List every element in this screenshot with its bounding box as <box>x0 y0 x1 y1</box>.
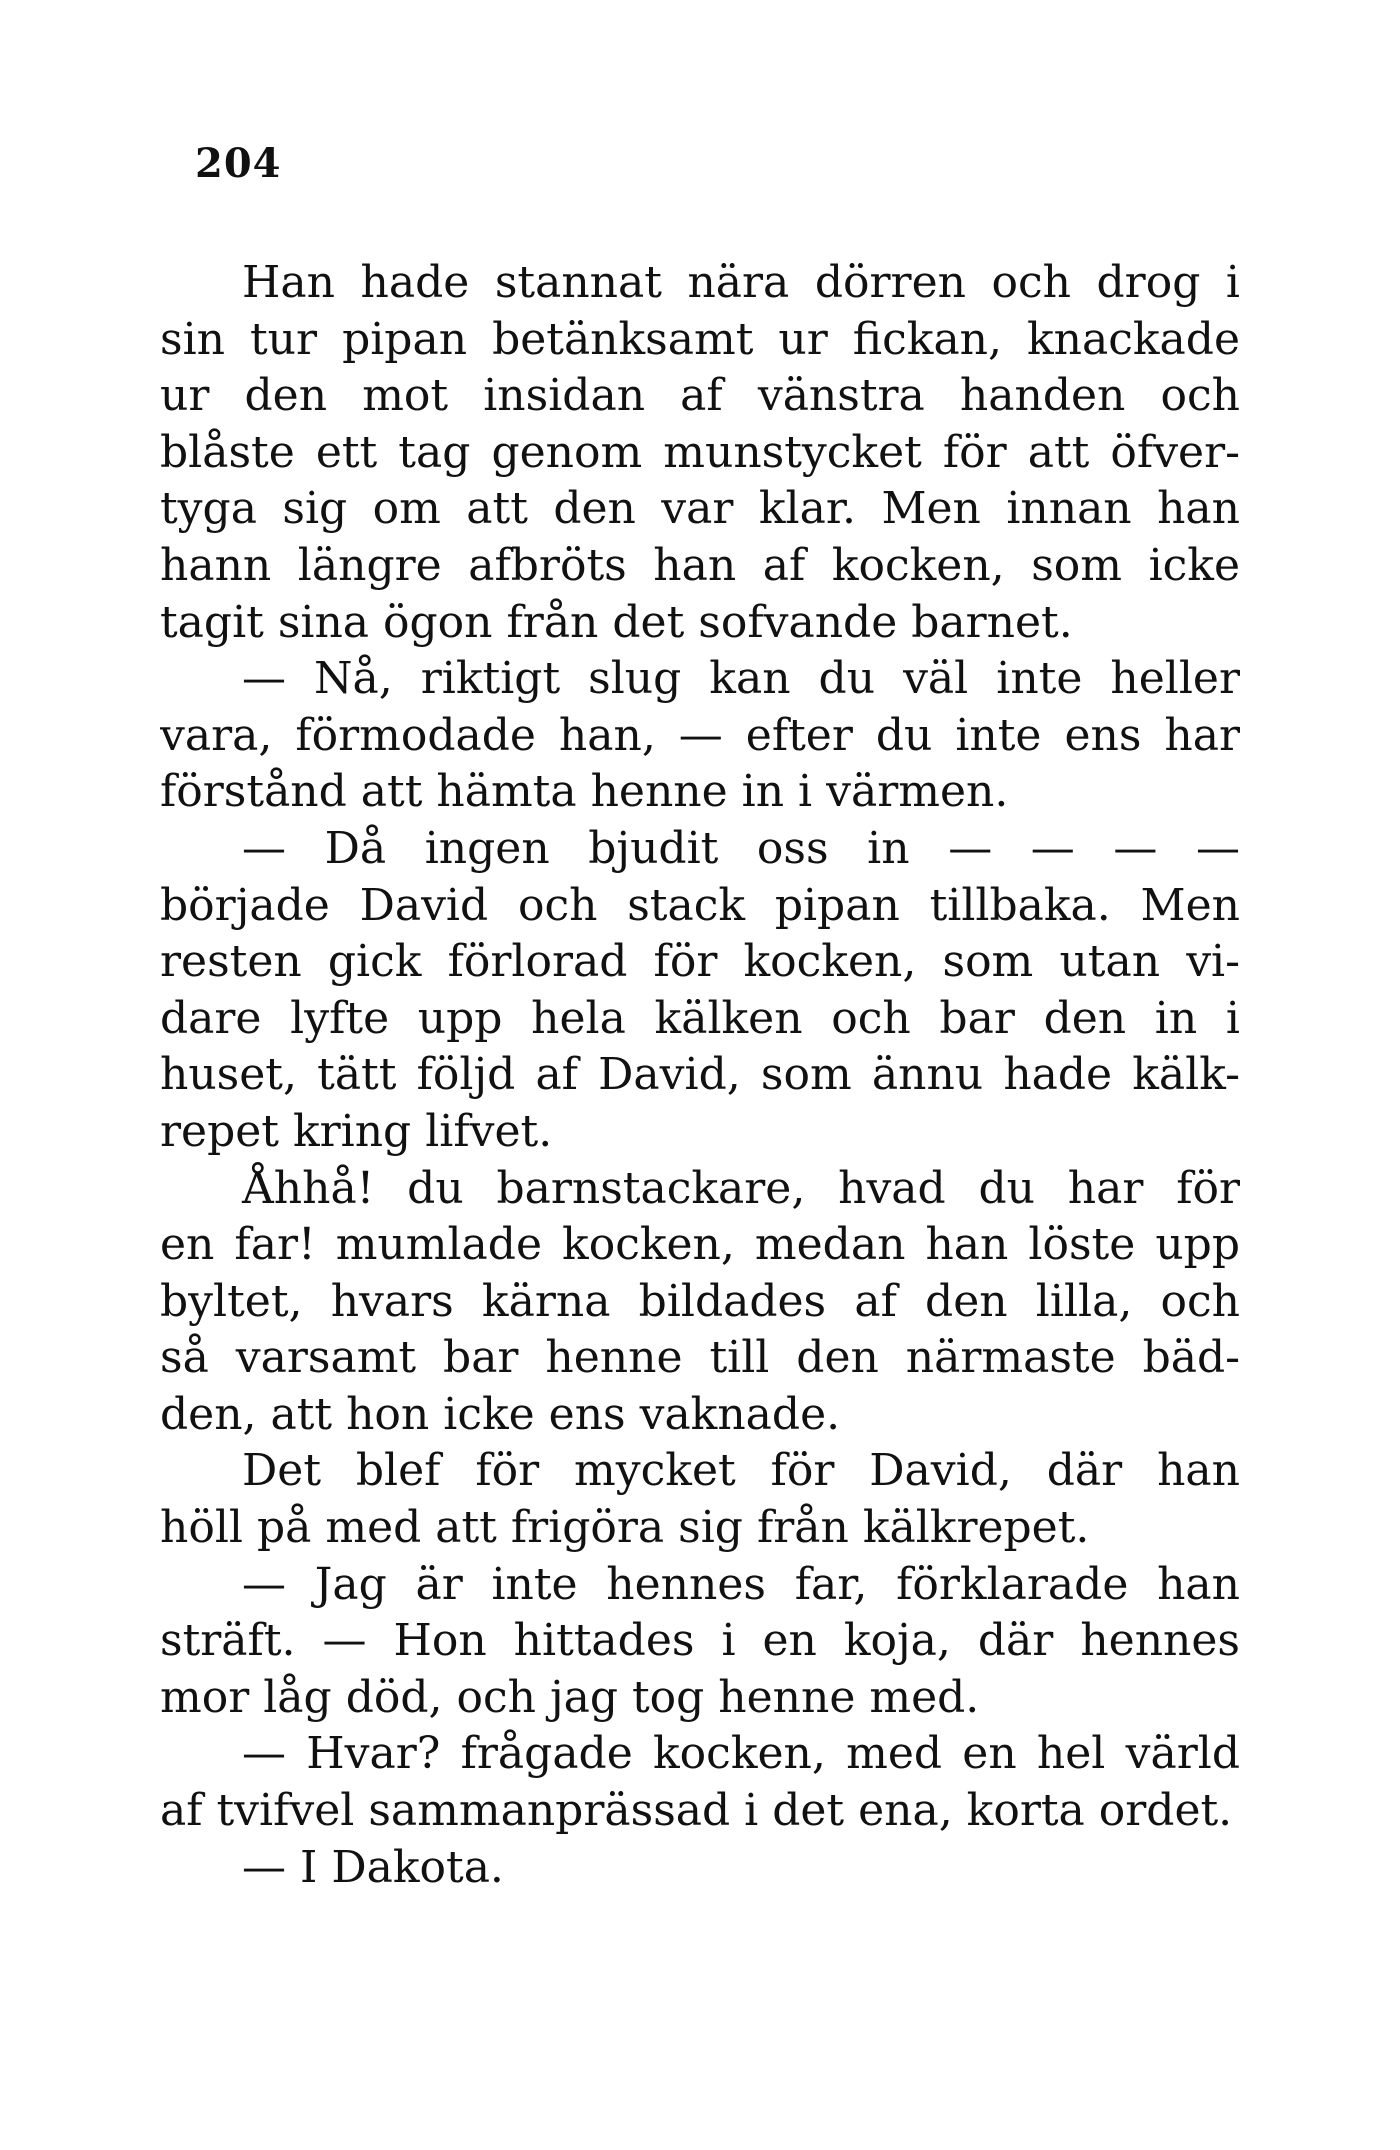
text-line: tagit sina ögon från det sofvande barnet. <box>160 596 1073 648</box>
text-line: vara, förmodade han, — efter du inte ens har <box>160 709 1240 761</box>
text-line: dare lyfte upp hela kälken och bar den in i <box>160 992 1240 1044</box>
text-line: en far! mumlade kocken, medan han löste upp <box>160 1219 1240 1271</box>
text-line: huset, tätt följd af David, som ännu hade kälk- <box>160 1049 1240 1101</box>
text-line: — Nå, riktigt slug kan du väl inte heller <box>242 653 1240 705</box>
text-line: — I Dakota. <box>242 1841 504 1893</box>
text-line: sin tur pipan betänksamt ur fickan, knackade <box>160 313 1240 365</box>
text-line: hann längre afbröts han af kocken, som icke <box>160 539 1240 591</box>
text-line: — Då ingen bjudit oss in — — — — <box>242 822 1240 874</box>
text-line: ur den mot insidan af vänstra handen och <box>160 370 1240 422</box>
text-line: — Hvar? frågade kocken, med en hel värld <box>242 1728 1240 1780</box>
text-line: af tvifvel sammanprässad i det ena, korta ordet. <box>160 1785 1233 1837</box>
body-text <box>160 255 1240 1896</box>
text-line: Han hade stannat nära dörren och drog i <box>242 257 1240 308</box>
text-line: mor låg död, och jag tog henne med. <box>160 1671 980 1723</box>
text-line: byltet, hvars kärna bildades af den lilla, och <box>160 1275 1240 1327</box>
text-line: började David och stack pipan tillbaka. Men <box>160 879 1240 931</box>
page-number: 204 <box>195 140 282 187</box>
text-line: repet kring lifvet. <box>160 1105 553 1157</box>
text-line: resten gick förlorad för kocken, som utan vi- <box>160 936 1240 988</box>
text-line: Åhhå! du barnstackare, hvad du har för <box>242 1162 1240 1214</box>
text-line: den, att hon icke ens vaknade. <box>160 1388 841 1440</box>
text-line: tyga sig om att den var klar. Men innan han <box>160 483 1240 535</box>
text-line: sträft. — Hon hittades i en koja, där hennes <box>160 1615 1240 1667</box>
text-line: blåste ett tag genom munstycket för att öfver- <box>160 426 1240 478</box>
text-line: förstånd att hämta henne in i värmen. <box>160 766 1009 818</box>
text-line: — Jag är inte hennes far, förklarade han <box>242 1558 1240 1610</box>
text-line: så varsamt bar henne till den närmaste bäd- <box>160 1332 1240 1384</box>
text-line: Det blef för mycket för David, där han <box>242 1445 1240 1497</box>
text-line: höll på med att frigöra sig från kälkrepet. <box>160 1502 1090 1554</box>
